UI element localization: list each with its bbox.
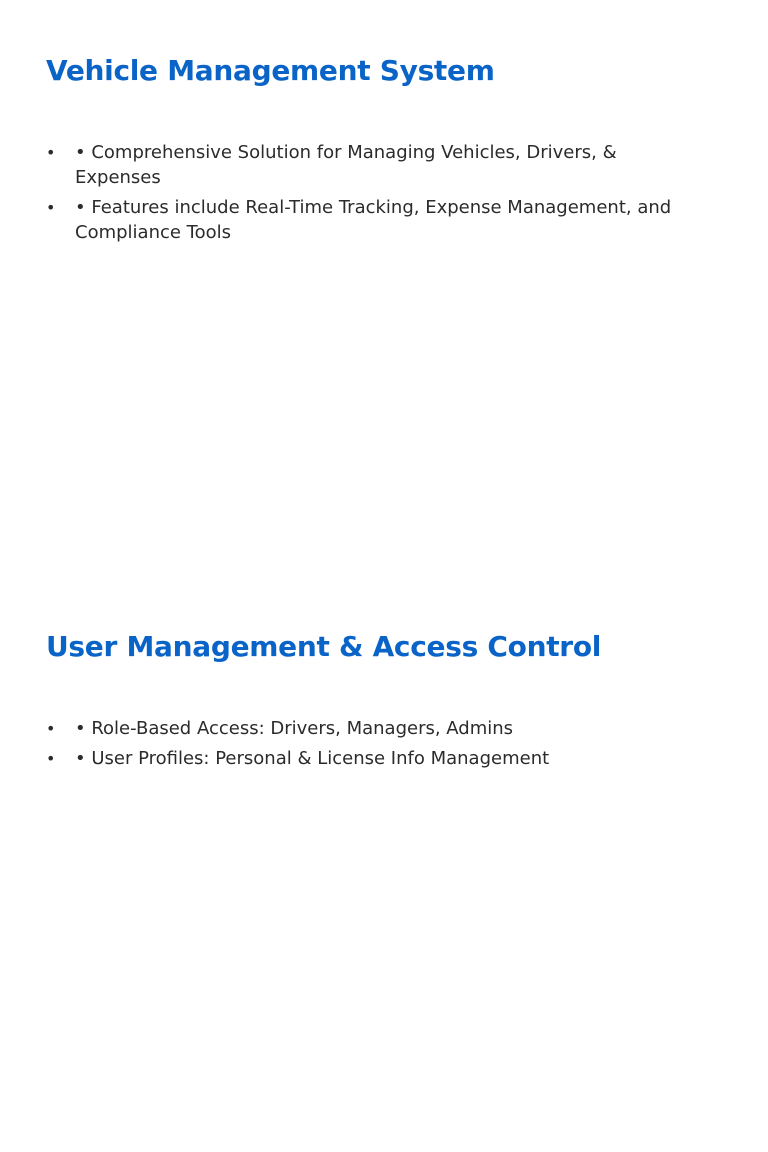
bullet-dot-icon: • — [46, 143, 56, 162]
bullet-list — [46, 716, 696, 776]
slide-title: User Management & Access Control — [46, 630, 602, 663]
bullet-item — [46, 716, 696, 741]
slide-user-management — [0, 576, 768, 1152]
slide-title: Vehicle Management System — [46, 54, 495, 87]
bullet-text: • Comprehensive Solution for Managing Vehicles, Drivers, & Expenses — [75, 142, 617, 188]
bullet-dot-icon: • — [46, 198, 56, 217]
bullet-dot-icon: • — [46, 749, 56, 768]
bullet-text: • User Profiles: Personal & License Info Management — [75, 748, 550, 769]
bullet-item — [46, 195, 696, 245]
bullet-dot-icon: • — [46, 719, 56, 738]
bullet-item — [46, 140, 696, 190]
bullet-list — [46, 140, 696, 250]
bullet-item — [46, 746, 696, 771]
bullet-text: • Features include Real-Time Tracking, Expense Management, and Compliance Tools — [75, 197, 672, 243]
bullet-text: • Role-Based Access: Drivers, Managers, Admins — [75, 718, 514, 739]
